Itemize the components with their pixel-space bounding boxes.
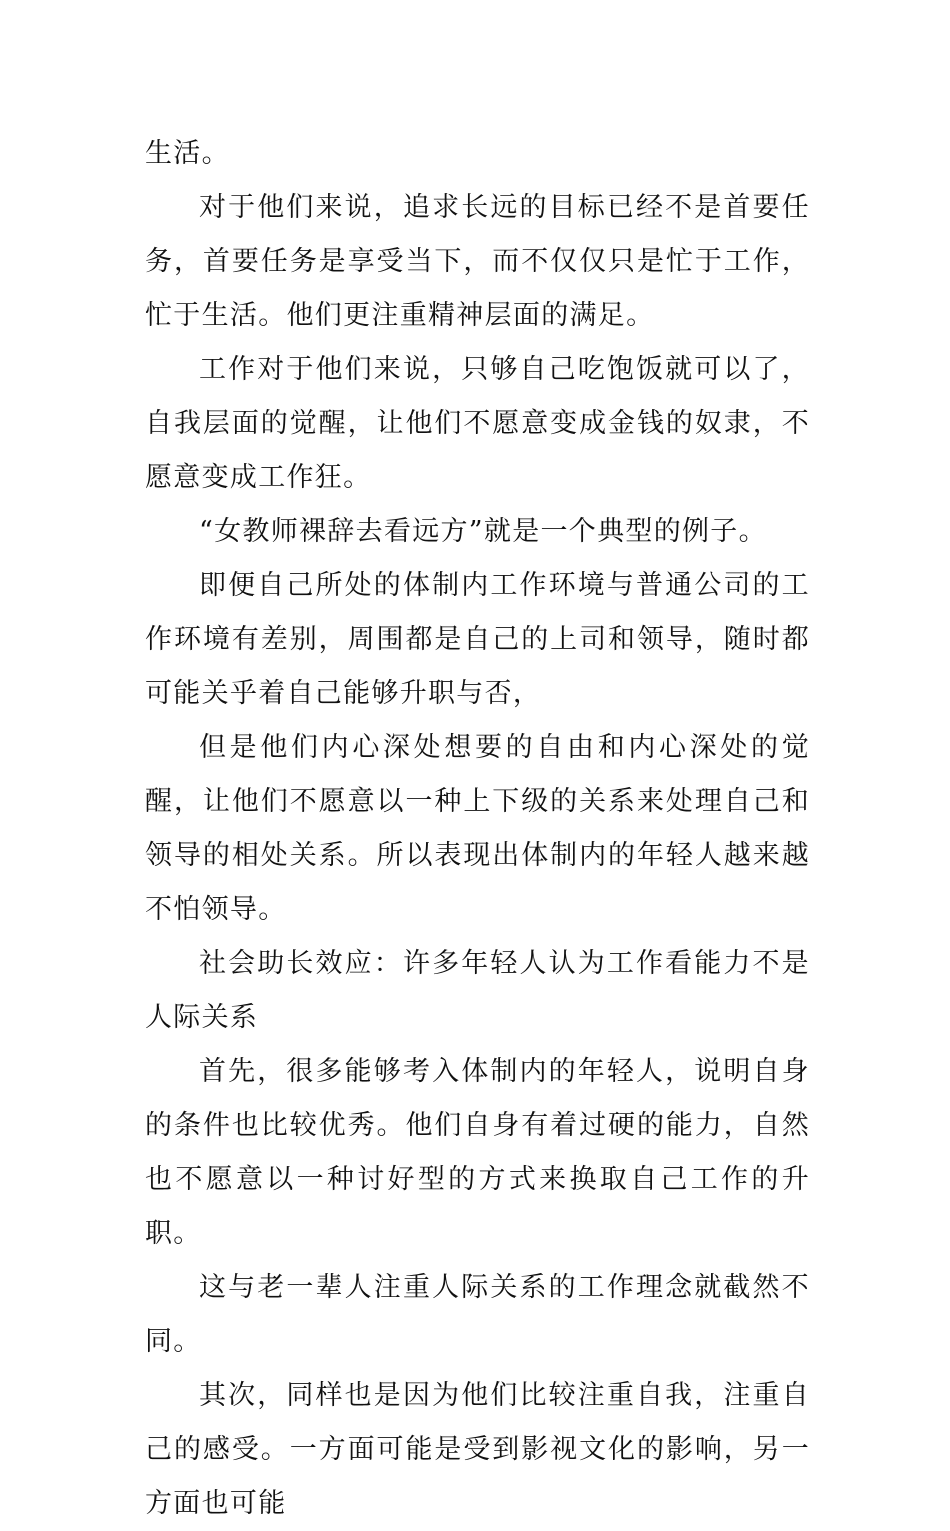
- paragraph: 其次，同样也是因为他们比较注重自我，注重自己的感受。一方面可能是受到影视文化的影响，另一方面也可能: [145, 1380, 810, 1519]
- paragraph: 即便自己所处的体制内工作环境与普通公司的工作环境有差别，周围都是自己的上司和领导，随时都可能关乎着自己能够升职与否，: [145, 570, 810, 709]
- section-heading-paragraph: 社会助长效应：许多年轻人认为工作看能力不是人际关系: [145, 948, 810, 1033]
- paragraph-continuation: 生活。: [145, 138, 230, 169]
- paragraph: 但是他们内心深处想要的自由和内心深处的觉醒，让他们不愿意以一种上下级的关系来处理自己和领导的相处关系。所以表现出体制内的年轻人越来越不怕领导。: [145, 732, 810, 925]
- paragraph: 工作对于他们来说，只够自己吃饱饭就可以了，自我层面的觉醒，让他们不愿意变成金钱的奴隶，不愿意变成工作狂。: [145, 354, 810, 493]
- document-body: [145, 127, 810, 1531]
- paragraph: “女教师裸辞去看远方”就是一个典型的例子。: [199, 516, 767, 547]
- paragraph: 对于他们来说，追求长远的目标已经不是首要任务，首要任务是享受当下，而不仅仅只是忙于工作，忙于生活。他们更注重精神层面的满足。: [145, 192, 810, 331]
- paragraph: 这与老一辈人注重人际关系的工作理念就截然不同。: [145, 1272, 810, 1357]
- paragraph: 首先，很多能够考入体制内的年轻人，说明自身的条件也比较优秀。他们自身有着过硬的能力，自然也不愿意以一种讨好型的方式来换取自己工作的升职。: [145, 1056, 810, 1249]
